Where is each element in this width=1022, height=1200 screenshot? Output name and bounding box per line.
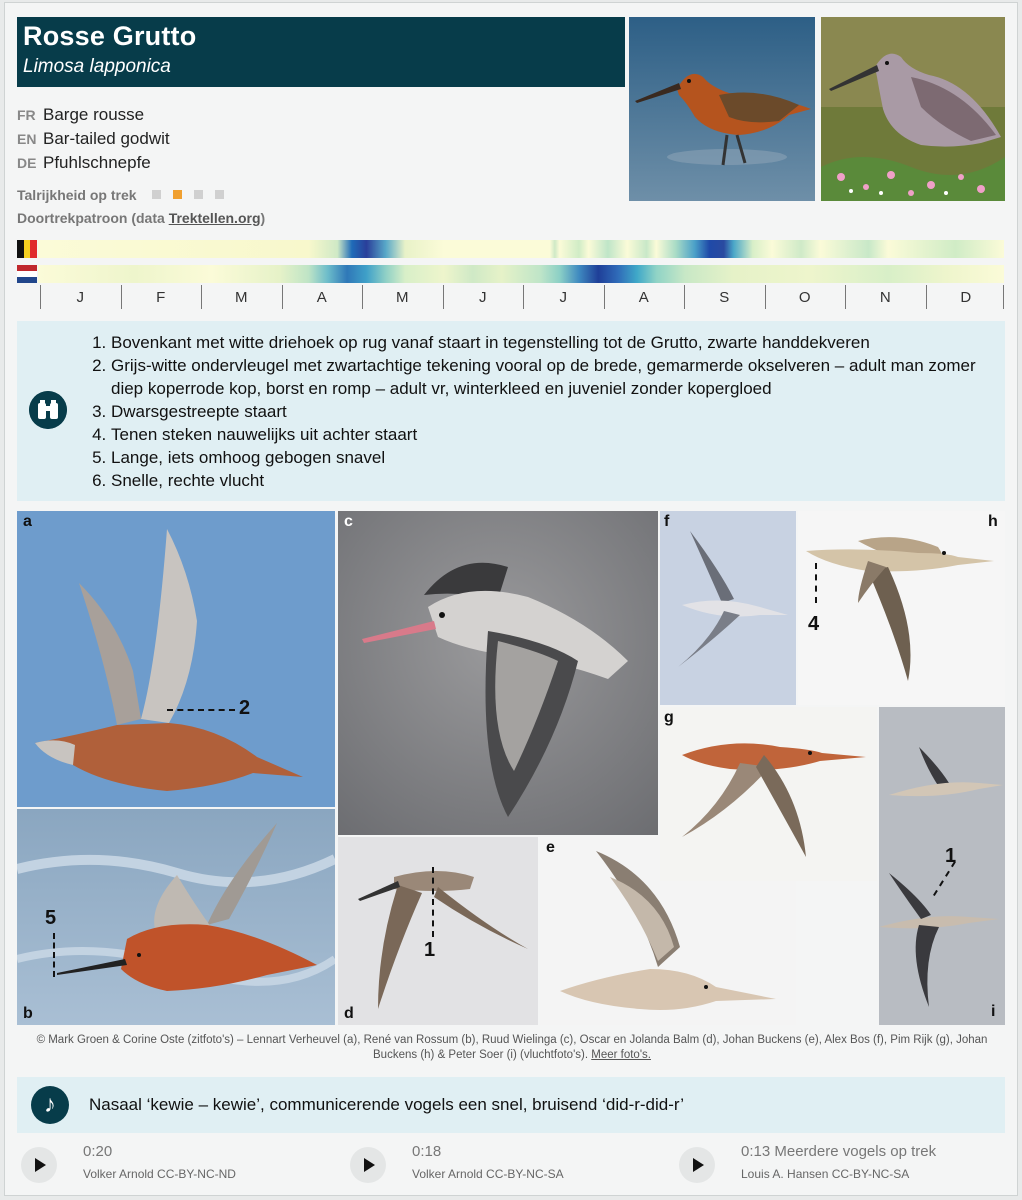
flight-photo-d — [338, 837, 538, 1025]
more-photos-link[interactable]: Meer foto's. — [591, 1049, 651, 1061]
feature-item: 6. Snelle, rechte vlucht — [111, 469, 991, 492]
title-banner — [17, 17, 625, 87]
photo-letter: f — [664, 513, 670, 530]
belgium-flag-icon — [17, 240, 37, 258]
flight-photo-c — [338, 511, 658, 835]
month-axis — [38, 285, 1004, 309]
netherlands-flag-icon — [17, 265, 37, 283]
play-button[interactable] — [21, 1147, 57, 1183]
flight-photo-b — [17, 809, 335, 1025]
flight-photo-f — [660, 511, 796, 705]
audio-duration: 0:13 Meerdere vogels op trek — [741, 1143, 937, 1160]
species-name: Rosse Grutto — [23, 21, 197, 51]
name-row-fr: FR Barge rousse — [17, 105, 145, 124]
music-note-icon: ♪ — [31, 1086, 69, 1124]
photo-letter: i — [991, 1003, 996, 1020]
month-label: N — [879, 289, 891, 306]
flight-photo-g — [660, 707, 877, 881]
audio-credit: Louis A. Hansen CC-BY-NC-SA — [741, 1167, 910, 1181]
feature-marker-5: 5 — [45, 907, 57, 929]
month-label: D — [960, 289, 972, 306]
abundance-dot — [152, 190, 161, 199]
abundance-indicator — [17, 187, 224, 203]
abundance-dot — [173, 190, 182, 199]
audio-duration: 0:20 — [83, 1143, 113, 1160]
sound-description — [17, 1077, 1005, 1133]
month-tick — [1003, 285, 1004, 309]
identification-features — [17, 321, 1005, 501]
name-row-en: EN Bar-tailed godwit — [17, 129, 170, 148]
trektellen-link[interactable]: Trektellen.org — [168, 210, 261, 226]
abundance-dot — [194, 190, 203, 199]
photo-summer-adult — [629, 17, 815, 201]
feature-item: 4. Tenen steken nauwelijks uit achter staart — [111, 423, 991, 446]
name-row-de: DE Pfuhlschnepfe — [17, 153, 151, 172]
sound-text: Nasaal ‘kewie – kewie’, communicerende vogels een snel, bruisend ‘did-r-did-r’ — [89, 1095, 684, 1114]
photo-letter: h — [988, 513, 998, 530]
audio-duration: 0:18 — [412, 1143, 442, 1160]
play-button[interactable] — [679, 1147, 715, 1183]
audio-player-1 — [21, 1143, 321, 1193]
migration-bar-netherlands — [38, 265, 1004, 283]
month-label: A — [316, 289, 327, 306]
translated-names — [17, 103, 170, 175]
feature-list — [111, 331, 991, 492]
marker-line — [432, 867, 434, 937]
audio-credit: Volker Arnold CC-BY-NC-SA — [412, 1167, 564, 1181]
photo-letter: b — [23, 1005, 33, 1022]
species-page — [4, 2, 1018, 1196]
feature-marker-1: 1 — [945, 845, 957, 867]
photo-winter-adult — [821, 17, 1005, 201]
photo-letter: g — [664, 709, 674, 726]
month-label: O — [798, 289, 811, 306]
marker-line — [167, 709, 235, 711]
month-label: S — [719, 289, 730, 306]
audio-credit: Volker Arnold CC-BY-NC-ND — [83, 1167, 236, 1181]
abundance-dot — [215, 190, 224, 199]
month-label: M — [235, 289, 248, 306]
feature-marker-2: 2 — [239, 697, 251, 719]
photo-letter: c — [344, 513, 353, 530]
audio-player-3 — [679, 1143, 1009, 1193]
photo-credits — [17, 1033, 1007, 1063]
credits-text: © Mark Groen & Corine Oste (zitfoto's) – Lennart Verheuvel (a), René van Rossum (b), Ruud Wielinga (c), Oscar en Jolanda Balm (d), Johan Buckens (e), Alex Bos (f), Pim Rijk (g), Johan Buckens (h) & Peter Soer (i) (vluchtfoto's). — [36, 1034, 988, 1061]
month-label: J — [479, 289, 487, 306]
migration-pattern-label: Doortrekpatroon (data Trektellen.org) — [17, 210, 266, 226]
marker-line — [53, 933, 55, 977]
month-label: J — [559, 289, 567, 306]
photo-letter: a — [23, 513, 32, 530]
feature-item: 1. Bovenkant met witte driehoek op rug vanaf staart in tegenstelling tot de Grutto, zwarte handdekveren — [111, 331, 991, 354]
month-label: M — [396, 289, 409, 306]
month-label: J — [76, 289, 84, 306]
flight-photo-h — [798, 511, 1005, 705]
feature-item: 2. Grijs-witte ondervleugel met zwartachtige tekening vooral op de brede, gemarmerde okselveren – adult man zomer diep koperrode kop, borst en romp – adult vr, winterkleed en juveniel zonder kopergloed — [111, 354, 991, 400]
month-label: A — [638, 289, 649, 306]
feature-item: 3. Dwarsgestreepte staart — [111, 400, 991, 423]
month-label: F — [156, 289, 166, 306]
audio-player-2 — [350, 1143, 650, 1193]
feature-item: 5. Lange, iets omhoog gebogen snavel — [111, 446, 991, 469]
binoculars-icon — [29, 391, 67, 429]
flight-photo-a — [17, 511, 335, 807]
photo-letter: e — [546, 839, 555, 856]
abundance-label: Talrijkheid op trek — [17, 187, 137, 203]
feature-marker-4: 4 — [808, 613, 820, 635]
photo-letter: d — [344, 1005, 354, 1022]
flight-photo-i — [879, 707, 1005, 1025]
migration-bar-belgium — [38, 240, 1004, 258]
play-button[interactable] — [350, 1147, 386, 1183]
marker-line — [815, 563, 817, 603]
species-latin-name: Limosa lapponica — [23, 56, 171, 77]
feature-marker-1: 1 — [424, 939, 436, 961]
